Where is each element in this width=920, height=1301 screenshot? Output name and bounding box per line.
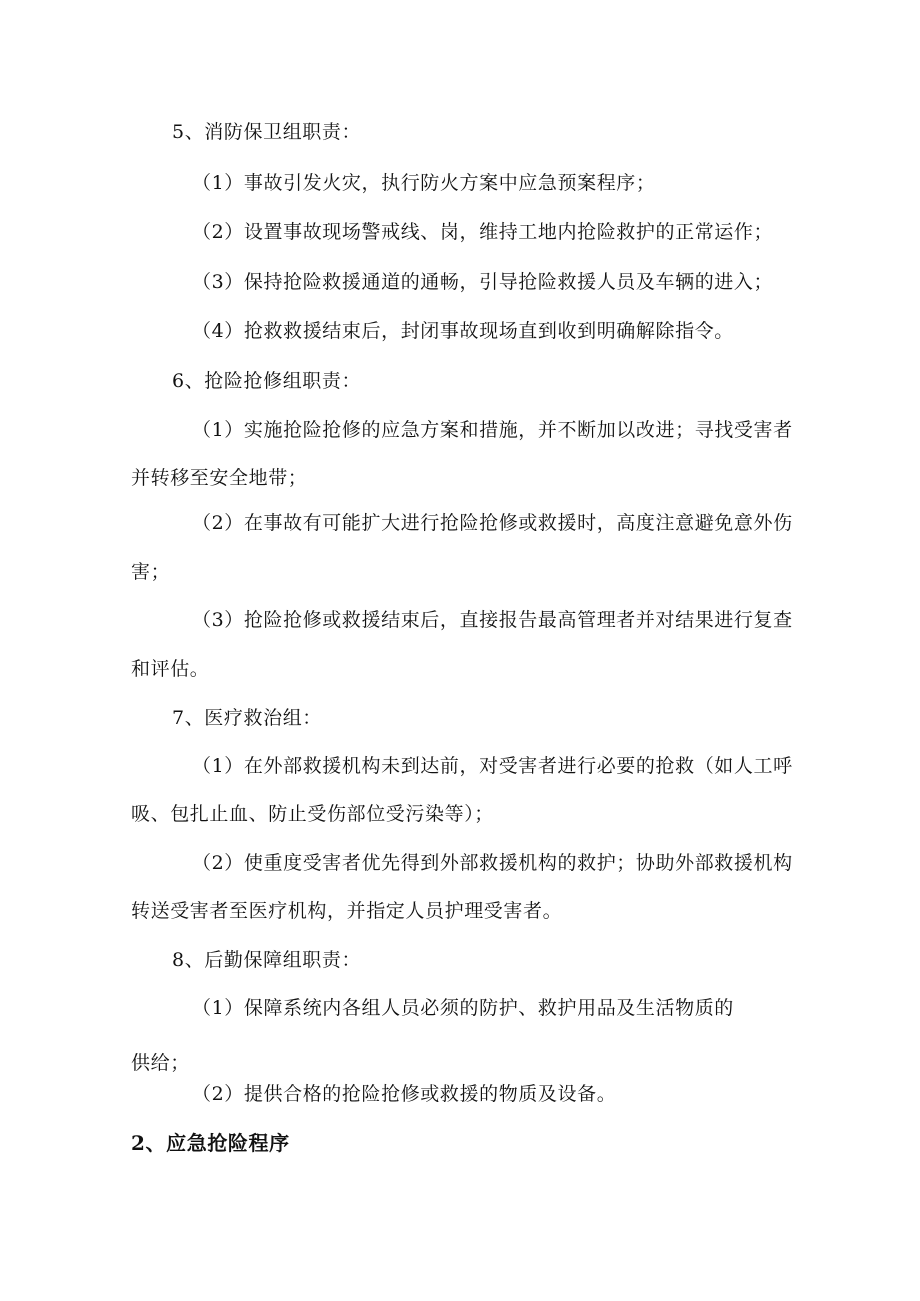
section-7-item-2-line-2: 转送受害者至医疗机构，并指定人员护理受害者。 — [131, 900, 563, 922]
section-5-item-3: （3）保持抢险救援通道的通畅，引导抢险救援人员及车辆的进入； — [192, 271, 774, 293]
section-7-item-1-line-2: 吸、包扎止血、防止受伤部位受污染等）； — [131, 803, 494, 825]
section-8-item-1-line-1: （1）保障系统内各组人员必须的防护、救护用品及生活物质的 — [192, 997, 734, 1019]
section-7-item-1-line-1: （1）在外部救援机构未到达前，对受害者进行必要的抢救（如人工呼 — [192, 755, 793, 777]
procedure-heading: 2、应急抢险程序 — [131, 1131, 290, 1155]
section-8-title: 8、后勤保障组职责： — [172, 949, 362, 971]
section-5-title: 5、消防保卫组职责： — [172, 121, 362, 143]
section-6-item-3-line-1: （3）抢险抢修或救援结束后，直接报告最高管理者并对结果进行复查 — [192, 609, 793, 631]
section-5-item-2: （2）设置事故现场警戒线、岗，维持工地内抢险救护的正常运作； — [192, 221, 774, 243]
section-6-title: 6、抢险抢修组职责： — [172, 370, 362, 392]
section-8-item-1-line-2: 供给； — [131, 1052, 190, 1074]
section-6-item-2-line-1: （2）在事故有可能扩大进行抢险抢修或救援时，高度注意避免意外伤 — [192, 512, 793, 534]
section-6-item-3-line-2: 和评估。 — [131, 658, 210, 680]
section-6-item-1-line-1: （1）实施抢险抢修的应急方案和措施，并不断加以改进；寻找受害者 — [192, 419, 793, 441]
section-8-item-2: （2）提供合格的抢险抢修或救援的物质及设备。 — [192, 1083, 617, 1105]
section-6-item-2-line-2: 害； — [131, 561, 171, 583]
section-7-item-2-line-1: （2）使重度受害者优先得到外部救援机构的救护；协助外部救援机构 — [192, 852, 793, 874]
section-6-item-1-line-2: 并转移至安全地带； — [131, 467, 308, 489]
section-5-item-4: （4）抢救救援结束后，封闭事故现场直到收到明确解除指令。 — [192, 320, 734, 342]
section-7-title: 7、医疗救治组： — [172, 707, 322, 729]
section-5-item-1: （1）事故引发火灾，执行防火方案中应急预案程序； — [192, 172, 656, 194]
